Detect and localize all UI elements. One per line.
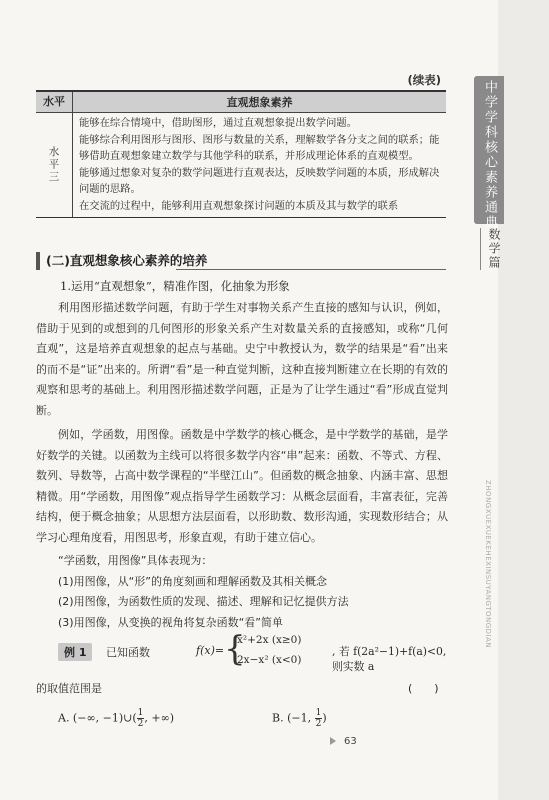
continued-label: (续表) xyxy=(407,73,441,87)
table-row: 能够在综合情境中，借助图形，通过直观想象提出数学问题。 xyxy=(79,117,358,129)
page-number: 63 xyxy=(344,736,357,747)
level-name: 水平三 xyxy=(47,146,60,184)
method-list xyxy=(36,551,448,633)
header-level: 水平 xyxy=(36,92,73,112)
brace-symbol: { xyxy=(224,629,246,669)
option-b xyxy=(272,708,327,729)
paragraph xyxy=(36,298,448,422)
fraction-denominator: 2 xyxy=(137,719,144,729)
table-row: 在交流的过程中，能够利用直观想象探讨问题的本质及其与数学的联系 xyxy=(79,199,399,212)
literacy-table xyxy=(36,90,446,218)
example-question: 的取值范围是 xyxy=(36,682,102,695)
section-title: (二)直观想象核心素养的培养 xyxy=(46,253,208,268)
fraction-numerator: 1 xyxy=(137,708,144,718)
list-item: (1)用图像，从“形”的角度刻画和理解函数及其相关概念 xyxy=(58,574,327,588)
series-title: 中学学科核心素养通典 xyxy=(482,80,497,230)
list-item: “学函数，用图像”具体表现为： xyxy=(58,554,213,567)
table-header xyxy=(36,92,446,113)
option-a xyxy=(58,708,174,729)
list-item: (3)用图像，从变换的视角将复杂函数“看”简单 xyxy=(58,615,283,629)
paragraph xyxy=(36,425,448,549)
subsection-title: 1.运用“直观想象”，精准作图，化抽象为形象 xyxy=(60,279,290,293)
fraction-numerator: 1 xyxy=(315,708,322,718)
page-arrow-icon xyxy=(330,737,336,745)
example-condition: , 若 f(2a²−1)+f(a)<0, 则实数 a xyxy=(332,645,447,673)
answer-blank: ( ) xyxy=(408,682,439,695)
literacy-cell xyxy=(73,113,446,217)
piecewise-case: 2x−x² (x<0) xyxy=(237,654,302,666)
option-a-text: A. (−∞, −1)∪( xyxy=(58,711,137,725)
table-row: 能够综合利用图形与图形、图形与数量的关系，理解数学各分支之间的联系；能够借助直观想象建立数学与其他学科的联系，并形成理论体系的直观模型。 xyxy=(79,133,440,162)
subject-label: 数学篇 xyxy=(480,228,503,270)
section-heading xyxy=(36,252,446,270)
side-band xyxy=(498,0,549,800)
function-name: f(x)= xyxy=(196,644,225,657)
example-prefix: 已知函数 xyxy=(106,646,150,659)
example-badge: 例 1 xyxy=(58,643,92,661)
table-body xyxy=(36,113,446,217)
option-a-text: , +∞) xyxy=(144,711,175,725)
list-item: (2)用图像，为函数性质的发现、描述、理解和记忆提供方法 xyxy=(58,595,349,609)
paragraph-text: 例如，学函数，用图像。函数是中学数学的核心概念，是中学数学的基础，是学好数学的关键。以函数为主线可以将很多数学内容“串”起来：函数、不等式、方程、数列、导数等，占高中数学课程的“半壁江山”。但函数的概念抽象、内涵丰富、思想精微。用“学函数，用图像”观点指导学生函数学习：从概念层面看，丰富表征，完善结构，便于概念抽象；从思想方法层面看，以形助数、数形沟通，实现数形结合；从学习心理角度看，用图思考，形象直观，有助于建立信心。 xyxy=(36,428,448,544)
option-b-text: ) xyxy=(322,711,327,725)
series-pinyin: ZHONGXUEXUEKEHEXINSUYANGTONGDIAN xyxy=(484,480,492,649)
option-b-text: B. (−1, xyxy=(272,711,315,725)
piecewise-case: x²+2x (x≥0) xyxy=(237,634,302,646)
table-row: 能够通过想象对复杂的数学问题进行直观表达，反映数学问题的本质，形成解决问题的思路。 xyxy=(79,166,440,195)
level-cell xyxy=(36,113,73,217)
header-literacy: 直观想象素养 xyxy=(226,96,293,109)
section-rule xyxy=(176,269,446,270)
paragraph-text: 利用图形描述数学问题，有助于学生对事物关系产生直接的感知与认识，例如，借助于见到的或想到的几何图形的形象关系产生对数量关系的直接感知，或称“几何直观”，这是培养直观想象的起点与基础。史宁中教授认为，数学的结果是“看”出来的而不是“证”出来的。所谓“看”是一种直觉判断，这种直接判断建立在长期的有效的观察和思考的基础上。利用图形描述数学问题，正是为了让学生通过“看”形成直觉判断。 xyxy=(36,301,448,417)
section-bar xyxy=(36,252,40,270)
fraction-denominator: 2 xyxy=(315,719,322,729)
